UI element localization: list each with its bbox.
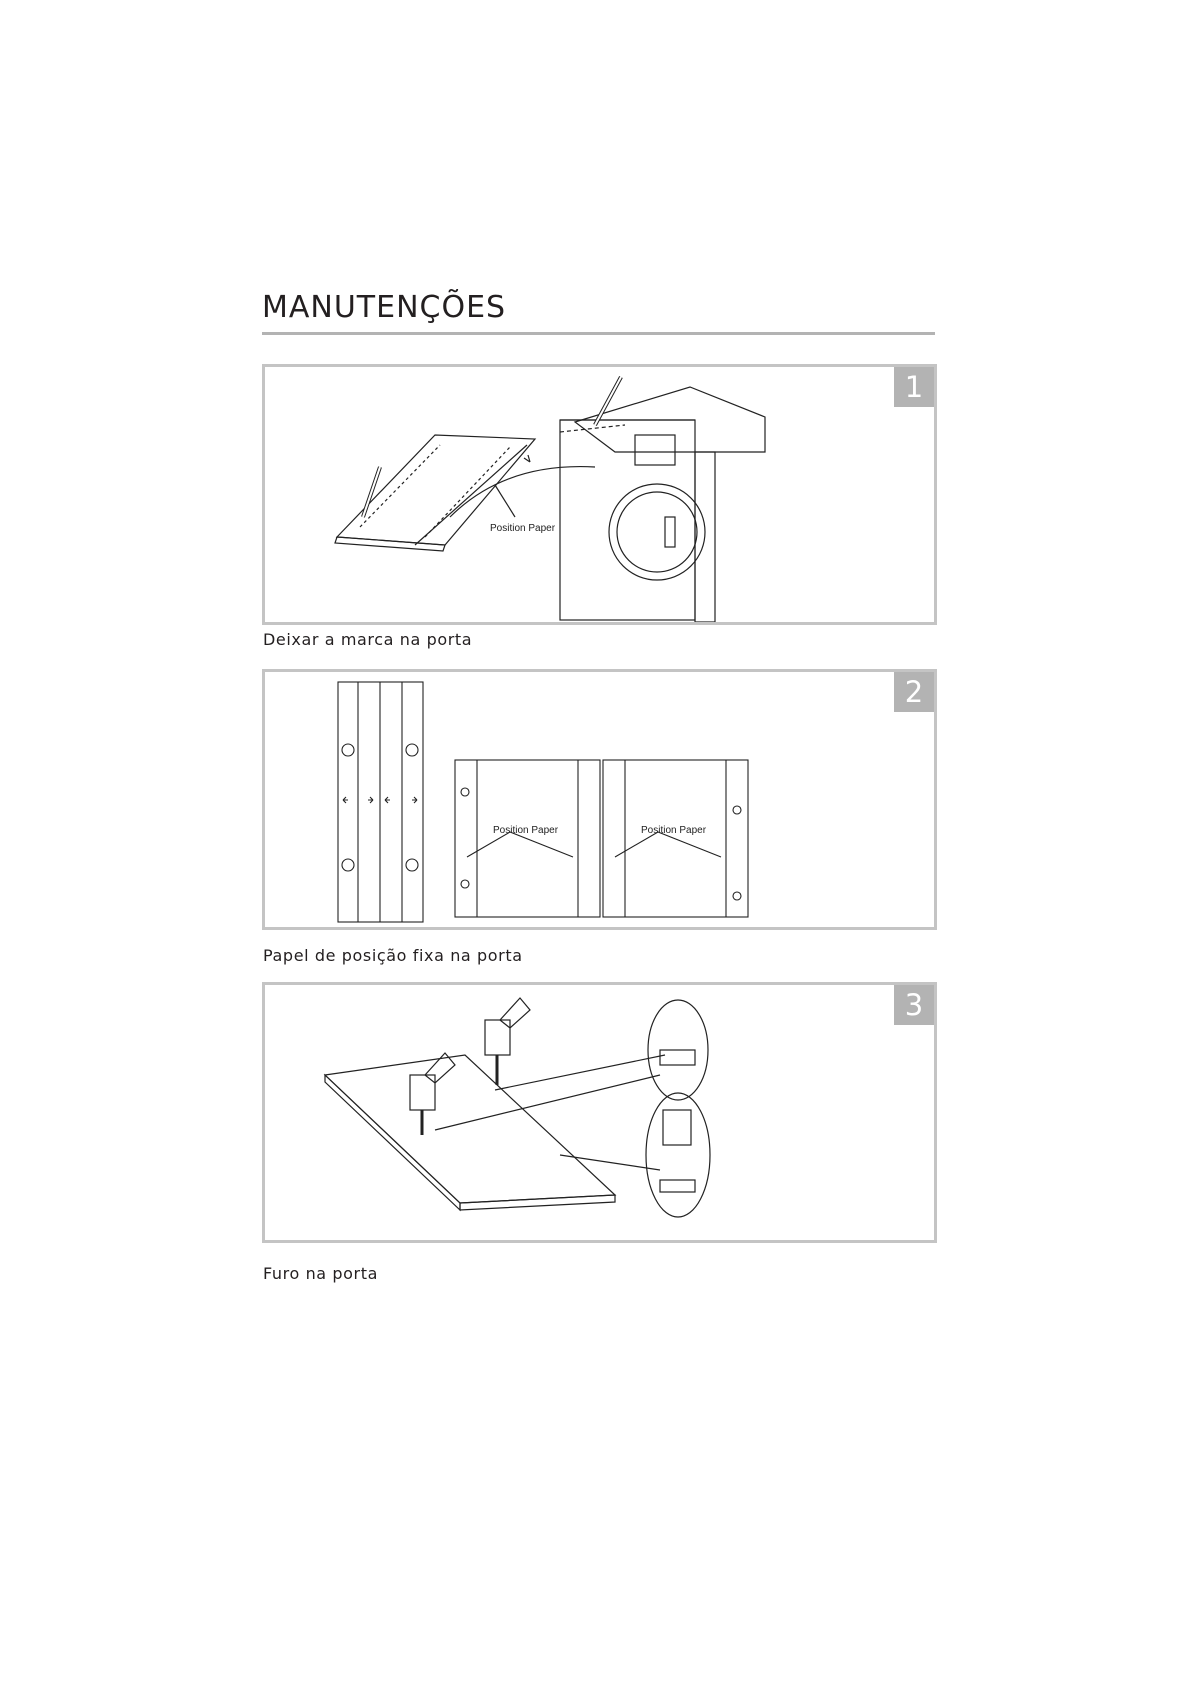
flip-arrow: [450, 467, 595, 517]
pencil-icon: [595, 377, 621, 425]
step-3-illustration: [265, 985, 934, 1240]
position-paper-label-left: Position Paper: [493, 825, 559, 836]
page-title: MANUTENÇÕES: [262, 290, 507, 325]
door-panel: [325, 1055, 615, 1210]
step-1-figure: [262, 364, 937, 625]
drill-icon: [485, 998, 530, 1085]
hatched-hole-detail: [660, 1050, 695, 1065]
hatched-hole-detail: [660, 1180, 695, 1192]
label-leader: [495, 485, 515, 517]
step-1-illustration: [265, 367, 934, 622]
step-2-figure: [262, 669, 937, 930]
step-number-badge: 1: [894, 367, 934, 407]
callout-line: [560, 1155, 660, 1170]
step-2-illustration: [265, 672, 934, 927]
detail-circle-bottom: [646, 1093, 710, 1217]
step-3-figure: [262, 982, 937, 1243]
callout-line: [495, 1055, 665, 1090]
drill-bit-detail: [663, 1110, 691, 1145]
door-template-right: [603, 760, 748, 917]
drill-icon: [410, 1053, 455, 1135]
step-1-caption: Deixar a marca na porta: [263, 630, 473, 649]
callout-line: [435, 1075, 660, 1130]
title-divider: [262, 332, 935, 335]
position-paper-label: Position Paper: [490, 523, 556, 534]
step-number-badge: 2: [894, 672, 934, 712]
template-strips: [338, 682, 423, 922]
step-number-badge: 3: [894, 985, 934, 1025]
position-paper-label-right: Position Paper: [641, 825, 707, 836]
arrow-head: [524, 455, 530, 462]
step-3-caption: Furo na porta: [263, 1264, 379, 1283]
step-2-caption: Papel de posição fixa na porta: [263, 946, 523, 965]
washing-machine: [560, 387, 765, 622]
door-template-left: [455, 760, 600, 917]
